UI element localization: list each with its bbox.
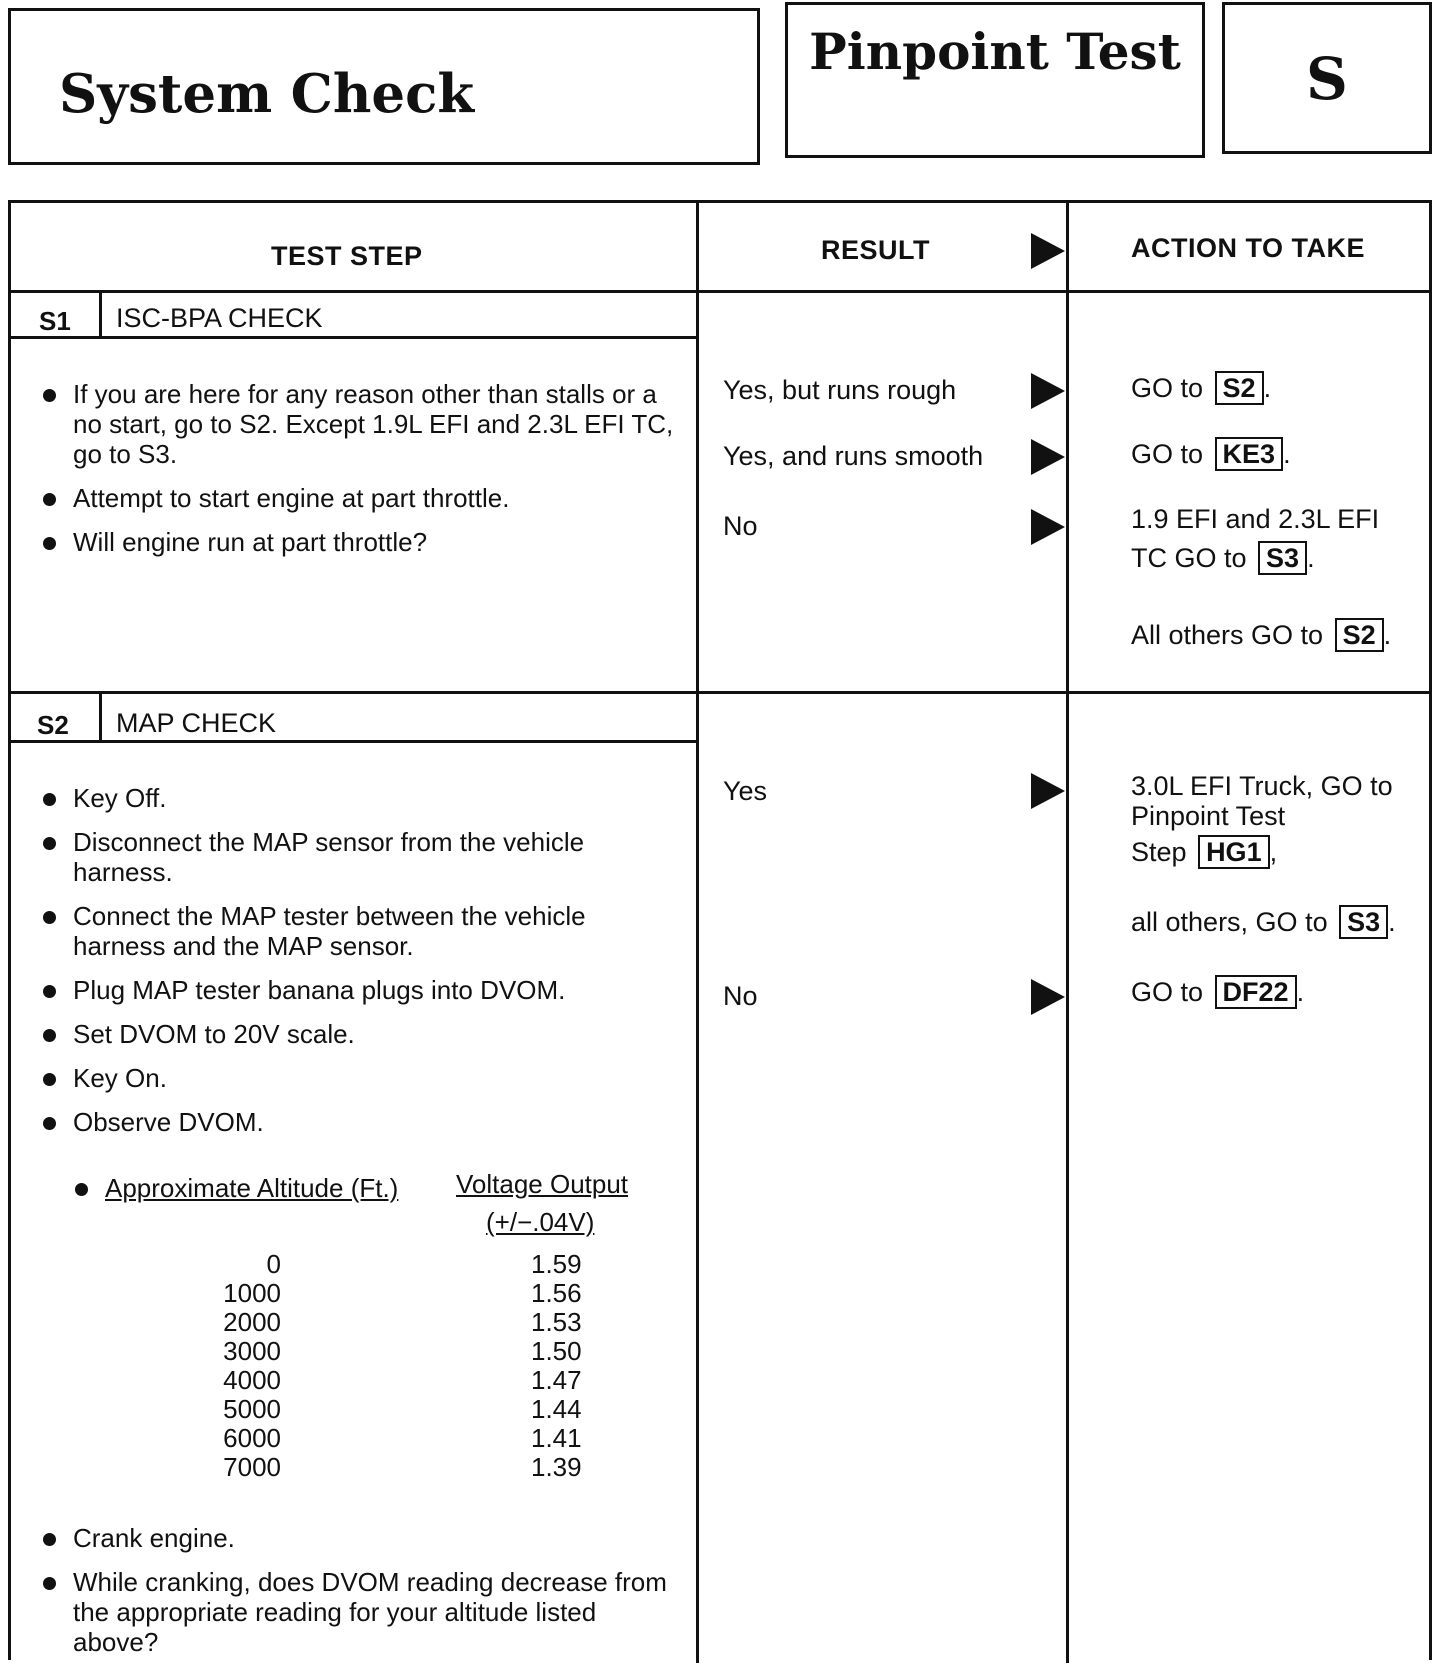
voltage-value: 1.39	[531, 1452, 582, 1482]
action-text: 1.9 EFI and 2.3L EFI	[1131, 504, 1380, 534]
s1-code-divider	[99, 290, 102, 338]
voltage-value: 1.44	[531, 1394, 582, 1424]
s1-label-divider	[11, 336, 696, 339]
altitude-value: 3000	[223, 1336, 281, 1366]
step-ref-s3[interactable]: S3	[1258, 541, 1307, 575]
column-header-result: RESULT	[821, 235, 930, 265]
list-item: Connect the MAP tester between the vehicle harness and the MAP sensor.	[39, 901, 679, 961]
arrow-icon	[1031, 373, 1065, 409]
action-text: Step	[1131, 837, 1187, 867]
list-item: While cranking, does DVOM reading decrease from the appropriate reading for your altitude listed above?	[39, 1567, 679, 1657]
step-ref-s2[interactable]: S2	[1215, 371, 1264, 405]
list-item: Will engine run at part throttle?	[39, 527, 679, 557]
list-item: Key Off.	[39, 783, 679, 813]
voltage-value: 1.53	[531, 1307, 582, 1337]
table-row	[71, 1278, 631, 1309]
list-item: Crank engine.	[39, 1523, 679, 1553]
action-text: All others GO to	[1131, 620, 1324, 650]
header-divider	[11, 290, 1432, 293]
s2-steps-after	[39, 1523, 679, 1671]
step-divider	[11, 691, 1432, 694]
s2-result-1: Yes	[723, 776, 768, 806]
list-item: Set DVOM to 20V scale.	[39, 1019, 679, 1049]
list-item: Plug MAP tester banana plugs into DVOM.	[39, 975, 679, 1005]
column-header-test-step: TEST STEP	[271, 241, 423, 271]
test-table	[8, 200, 1432, 1660]
altitude-value: 2000	[223, 1307, 281, 1337]
action-text: GO to	[1131, 977, 1204, 1007]
altitude-value: 1000	[223, 1278, 281, 1308]
step-ref-s2[interactable]: S2	[1335, 618, 1384, 652]
s2-label-divider	[11, 740, 696, 743]
s1-result-2: Yes, and runs smooth	[723, 441, 984, 471]
table-row	[71, 1452, 631, 1483]
pinpoint-label: Pinpoint Test	[809, 22, 1181, 81]
altitude-value: 7000	[223, 1452, 281, 1482]
s2-code-divider	[99, 691, 102, 743]
divider-test-result	[696, 203, 699, 1663]
column-header-action: ACTION TO TAKE	[1131, 233, 1365, 263]
page-title: System Check	[59, 63, 475, 125]
action-text: 3.0L EFI Truck, GO to	[1131, 771, 1393, 801]
s2-steps	[39, 783, 679, 1151]
s1-action-2: GO to KE3 .	[1131, 439, 1291, 469]
voltage-value: 1.47	[531, 1365, 582, 1395]
divider-result-action	[1066, 203, 1069, 1663]
s1-action-4: All others GO to S2 .	[1131, 620, 1392, 650]
list-item: Key On.	[39, 1063, 679, 1093]
s2-title: MAP CHECK	[116, 708, 277, 738]
voltage-value: 1.50	[531, 1336, 582, 1366]
pinpoint-box	[785, 2, 1205, 158]
list-item: Attempt to start engine at part throttle.	[39, 483, 679, 513]
action-text: GO to	[1131, 373, 1204, 403]
table-row	[71, 1336, 631, 1367]
s1-action-1: GO to S2 .	[1131, 373, 1272, 403]
s2-result-2: No	[723, 981, 758, 1011]
altitude-value: 6000	[223, 1423, 281, 1453]
arrow-icon	[1031, 509, 1065, 545]
list-item: Disconnect the MAP sensor from the vehicle harness.	[39, 827, 679, 887]
action-text: GO to	[1131, 439, 1204, 469]
s2-action-2: all others, GO to S3 .	[1131, 907, 1396, 937]
s1-action-3: 1.9 EFI and 2.3L EFI TC GO to S3 .	[1131, 504, 1380, 573]
s2-code: S2	[37, 710, 69, 740]
test-code-box	[1222, 2, 1432, 154]
voltage-value: 1.41	[531, 1423, 582, 1453]
s1-result-1: Yes, but runs rough	[723, 375, 957, 405]
altitude-voltage-table	[71, 1169, 691, 1513]
s1-steps	[39, 379, 679, 571]
title-box	[8, 8, 760, 165]
step-ref-hg1[interactable]: HG1	[1198, 835, 1270, 869]
voltage-tolerance: (+/−.04V)	[486, 1207, 595, 1237]
test-code: S	[1306, 45, 1348, 113]
altitude-value: 4000	[223, 1365, 281, 1395]
arrow-icon	[1031, 773, 1065, 809]
table-row	[71, 1365, 631, 1396]
voltage-value: 1.56	[531, 1278, 582, 1308]
s1-code: S1	[39, 306, 71, 336]
altitude-value: 0	[266, 1249, 281, 1279]
s1-result-3: No	[723, 511, 758, 541]
table-row	[71, 1394, 631, 1425]
action-text: TC GO to	[1131, 543, 1247, 573]
s1-title: ISC-BPA CHECK	[116, 303, 323, 333]
table-row	[71, 1423, 631, 1454]
s2-action-3: GO to DF22 .	[1131, 977, 1305, 1007]
step-ref-df22[interactable]: DF22	[1215, 975, 1297, 1009]
action-text: Pinpoint Test	[1131, 801, 1286, 831]
step-ref-ke3[interactable]: KE3	[1215, 437, 1284, 471]
s2-action-1: 3.0L EFI Truck, GO to Pinpoint Test Step HG1 ,	[1131, 771, 1393, 867]
action-text: all others, GO to	[1131, 907, 1328, 937]
bullet-icon	[75, 1183, 88, 1196]
arrow-icon	[1031, 439, 1065, 475]
step-ref-s3[interactable]: S3	[1339, 905, 1388, 939]
voltage-column-header: Voltage Output	[456, 1169, 629, 1199]
list-item: If you are here for any reason other than stalls or a no start, go to S2. Except 1.9L EFI and 2.3L EFI TC, go to S3.	[39, 379, 679, 469]
table-row	[71, 1307, 631, 1338]
altitude-value: 5000	[223, 1394, 281, 1424]
list-item: Observe DVOM.	[39, 1107, 679, 1137]
arrow-icon	[1031, 233, 1065, 269]
table-row	[71, 1249, 631, 1280]
arrow-icon	[1031, 979, 1065, 1015]
voltage-value: 1.59	[531, 1249, 582, 1279]
altitude-column-header: Approximate Altitude (Ft.)	[105, 1173, 399, 1203]
